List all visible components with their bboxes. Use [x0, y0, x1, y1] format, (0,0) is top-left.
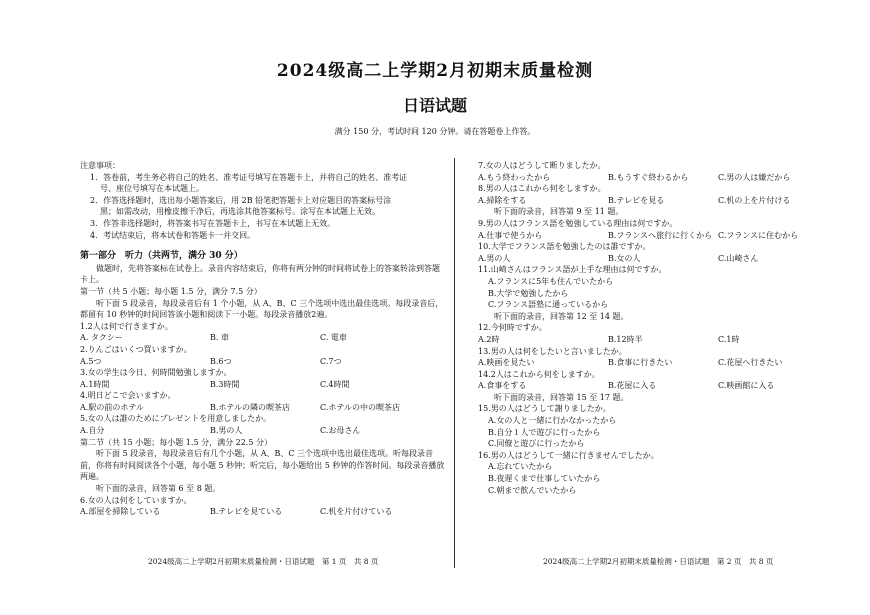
question-9-stem: 9.男の人はフランス語を勉強している理由は何ですか。 [478, 218, 678, 228]
option-c: C.お母さん [320, 426, 361, 436]
option-b: B.夜遅くまで仕事していたから [488, 474, 601, 484]
question-14-options [478, 380, 838, 392]
question-10-stem: 10.大学でフランス語を勉強したのは誰ですか。 [478, 242, 651, 252]
option-a: A.駅の前のホテル [80, 402, 144, 412]
listen-instruction: 听下面的录音，回答第 15 至 17 题。 [494, 392, 629, 402]
option-a: A.1時間 [80, 379, 110, 389]
option-c: C.同僚と遊びに行ったから [488, 439, 585, 449]
question-3-stem: 3.女の学生は今日、何時間勉強しますか。 [80, 368, 232, 378]
option-a: A.映画を見たい [478, 358, 535, 368]
option-a: A.2時 [478, 334, 500, 344]
option-c: C.フランス語塾に通っているから [488, 300, 609, 310]
notice-item: 4．考试结束后，将本试卷和答题卡一并交回。 [90, 230, 256, 240]
option-a: A. タクシー [80, 333, 123, 343]
page-footer-right: 2024级高二上学期2月初期末质量检测・日语试题 第 2 页 共 8 页 [543, 557, 774, 566]
question-1-stem: 1.2人は何で行きますか。 [80, 321, 173, 331]
option-b: B.食事に行きたい [608, 358, 673, 368]
option-a: A.忘れていたから [488, 462, 553, 472]
option-b: B.12時半 [608, 334, 643, 344]
option-b: B.ホテルの隣の喫茶店 [210, 402, 291, 412]
part1-heading: 第一部分 听力（共两节，满分 30 分） [80, 251, 243, 262]
question-6-options [80, 506, 446, 518]
option-b: B.テレビを見ている [210, 507, 283, 517]
listen-instruction: 听下面的录音，回答第 6 至 8 题。 [96, 484, 221, 494]
option-b: B.花屋に入る [608, 381, 657, 391]
notice-item: 黑；如需改动，用橡皮擦干净后，再选涂其他答案标号。涂写在本试题上无效。 [100, 207, 380, 217]
option-b: B.大学で勉強したから [488, 288, 569, 298]
question-7-stem: 7.女の人はどうして断りましたか。 [478, 161, 606, 170]
question-12-stem: 12.今何時ですか。 [478, 323, 547, 333]
question-10-options [478, 253, 838, 265]
option-a: A.掃除をする [478, 195, 527, 205]
option-b: B.3時間 [210, 379, 240, 389]
question-16-stem: 16.男の人はどうして一緒に行きませんでしたか。 [478, 450, 659, 460]
right-column [478, 160, 838, 496]
question-14-stem: 14.2人はこれから何をしますか。 [478, 369, 600, 379]
left-column [80, 160, 446, 518]
option-c: C. 電車 [320, 333, 347, 343]
option-a: A.仕事で使うから [478, 230, 543, 240]
exam-subject: 日语试题 [402, 96, 467, 115]
notice-item: 号、座位号填写在本试题上。 [100, 184, 204, 194]
option-b: B.男の人 [210, 426, 243, 436]
option-b: B.6つ [210, 356, 232, 366]
option-c: C.山崎さん [718, 253, 759, 263]
option-c: C.7つ [320, 356, 342, 366]
question-3-options [80, 379, 446, 391]
option-c: C.4時間 [320, 379, 350, 389]
section1-intro: 听下面 5 段录音，每段录音后有 1 个小题，从 A、B、C 三个选项中选出最佳选项。每段录音后，都留有 10 秒钟的时间回答该小题和阅读下一小题。每段录音播放2遍。 [80, 298, 444, 320]
question-5-stem: 5.女の人は誰のためにプレゼントを用意しましたか。 [80, 414, 272, 424]
question-5-options [80, 425, 446, 437]
question-11-stem: 11.山崎さんはフランス語が上手な理由は何ですか。 [478, 265, 667, 275]
question-2-stem: 2.りんごはいくつ買いますか。 [80, 344, 192, 354]
option-b: B.もうすぐ終わるから [608, 172, 689, 182]
option-a: A.5つ [80, 356, 102, 366]
option-c: C.1時 [718, 334, 740, 344]
option-a: A.女の人と一緒に行かなかったから [488, 416, 617, 426]
option-a: A.食事をする [478, 381, 527, 391]
listen-instruction: 听下面的录音，回答第 9 至 11 题。 [494, 207, 624, 217]
question-8-stem: 8.男の人はこれから何をしますか。 [478, 184, 606, 194]
option-c: C.ホテルの中の喫茶店 [320, 402, 400, 412]
section2-heading: 第二节（共 15 小题；每小题 1.5 分，满分 22.5 分） [80, 437, 272, 447]
option-b: B.テレビを見る [608, 195, 665, 205]
question-7-options [478, 172, 838, 184]
question-12-options [478, 334, 838, 346]
exam-title: 2024级高二上学期2月初期末质量检测 [276, 61, 594, 81]
page-footer-left: 2024级高二上学期2月初期末质量检测・日语试题 第 1 页 共 8 页 [148, 557, 379, 566]
option-b: B.フランスへ旅行に行くから [608, 230, 713, 240]
part1-intro: 做题时，先将答案标在试卷上。录音内容结束后，你将有两分钟的时间将试卷上的答案转涂到答题卡上。 [80, 263, 440, 285]
option-c: C.机を片付けている [320, 507, 393, 517]
notice-item: 3．作答非选择题时，将答案书写在答题卡上，书写在本试题上无效。 [90, 218, 336, 228]
question-9-options [478, 230, 838, 242]
column-divider [454, 158, 455, 568]
question-1-options [80, 332, 446, 344]
section1-heading: 第一节（共 5 小题；每小题 1.5 分，满分 7.5 分） [80, 286, 262, 296]
option-b: B.女の人 [608, 253, 641, 263]
question-4-stem: 4.明日どこで会いますか。 [80, 391, 176, 401]
notice-heading: 注意事项： [80, 161, 120, 170]
question-13-options [478, 357, 838, 369]
notice-item: 2．作答选择题时，选出每小题答案后，用 2B 铅笔把答题卡上对应题目的答案标号涂 [90, 195, 392, 205]
listen-instruction: 听下面的录音，回答第 12 至 14 题。 [494, 311, 629, 321]
question-15-stem: 15.男の人はどうして謝りましたか。 [478, 404, 611, 414]
option-a: A.自分 [80, 426, 105, 436]
question-8-options [478, 195, 838, 207]
option-b: B.自分１人で遊びに行ったから [488, 427, 601, 437]
option-c: C.花屋へ行きたい [718, 358, 783, 368]
option-a: A.部屋を掃除している [80, 507, 161, 517]
question-13-stem: 13.男の人は何をしたいと言いましたか。 [478, 346, 627, 356]
question-4-options [80, 402, 446, 414]
option-c: C.映画館に入る [718, 381, 775, 391]
option-c: C.フランスに住むから [718, 230, 799, 240]
option-b: B. 車 [210, 333, 229, 343]
option-a: A.男の人 [478, 253, 511, 263]
option-c: C.男の人は嫌だから [718, 172, 791, 182]
exam-note: 满分 150 分，考试时间 120 分钟。请在答题卷上作答。 [334, 127, 536, 136]
question-6-stem: 6.女の人は何をしていますか。 [80, 495, 192, 505]
section2-intro: 听下面 5 段录音，每段录音后有几个小题，从 A、B、C 三个选项中选出最佳选项。听每段录音前，你将有时间阅读各个小题，每小题 5 秒钟；听完后，每小题给出 5 秒钟的作答时间。每段录音播放两遍。 [80, 449, 445, 482]
question-2-options [80, 356, 446, 368]
option-c: C.机の上を片付ける [718, 195, 791, 205]
option-a: A.もう終わったから [478, 172, 551, 182]
option-a: A.フランスに5年も住んでいたから [488, 276, 614, 286]
option-c: C.朝まで飲んでいたから [488, 485, 577, 495]
notice-item: 1．答卷前，考生务必将自己的姓名、准考证号填写在答题卡上，并将自己的姓名、准考证 [90, 172, 408, 182]
